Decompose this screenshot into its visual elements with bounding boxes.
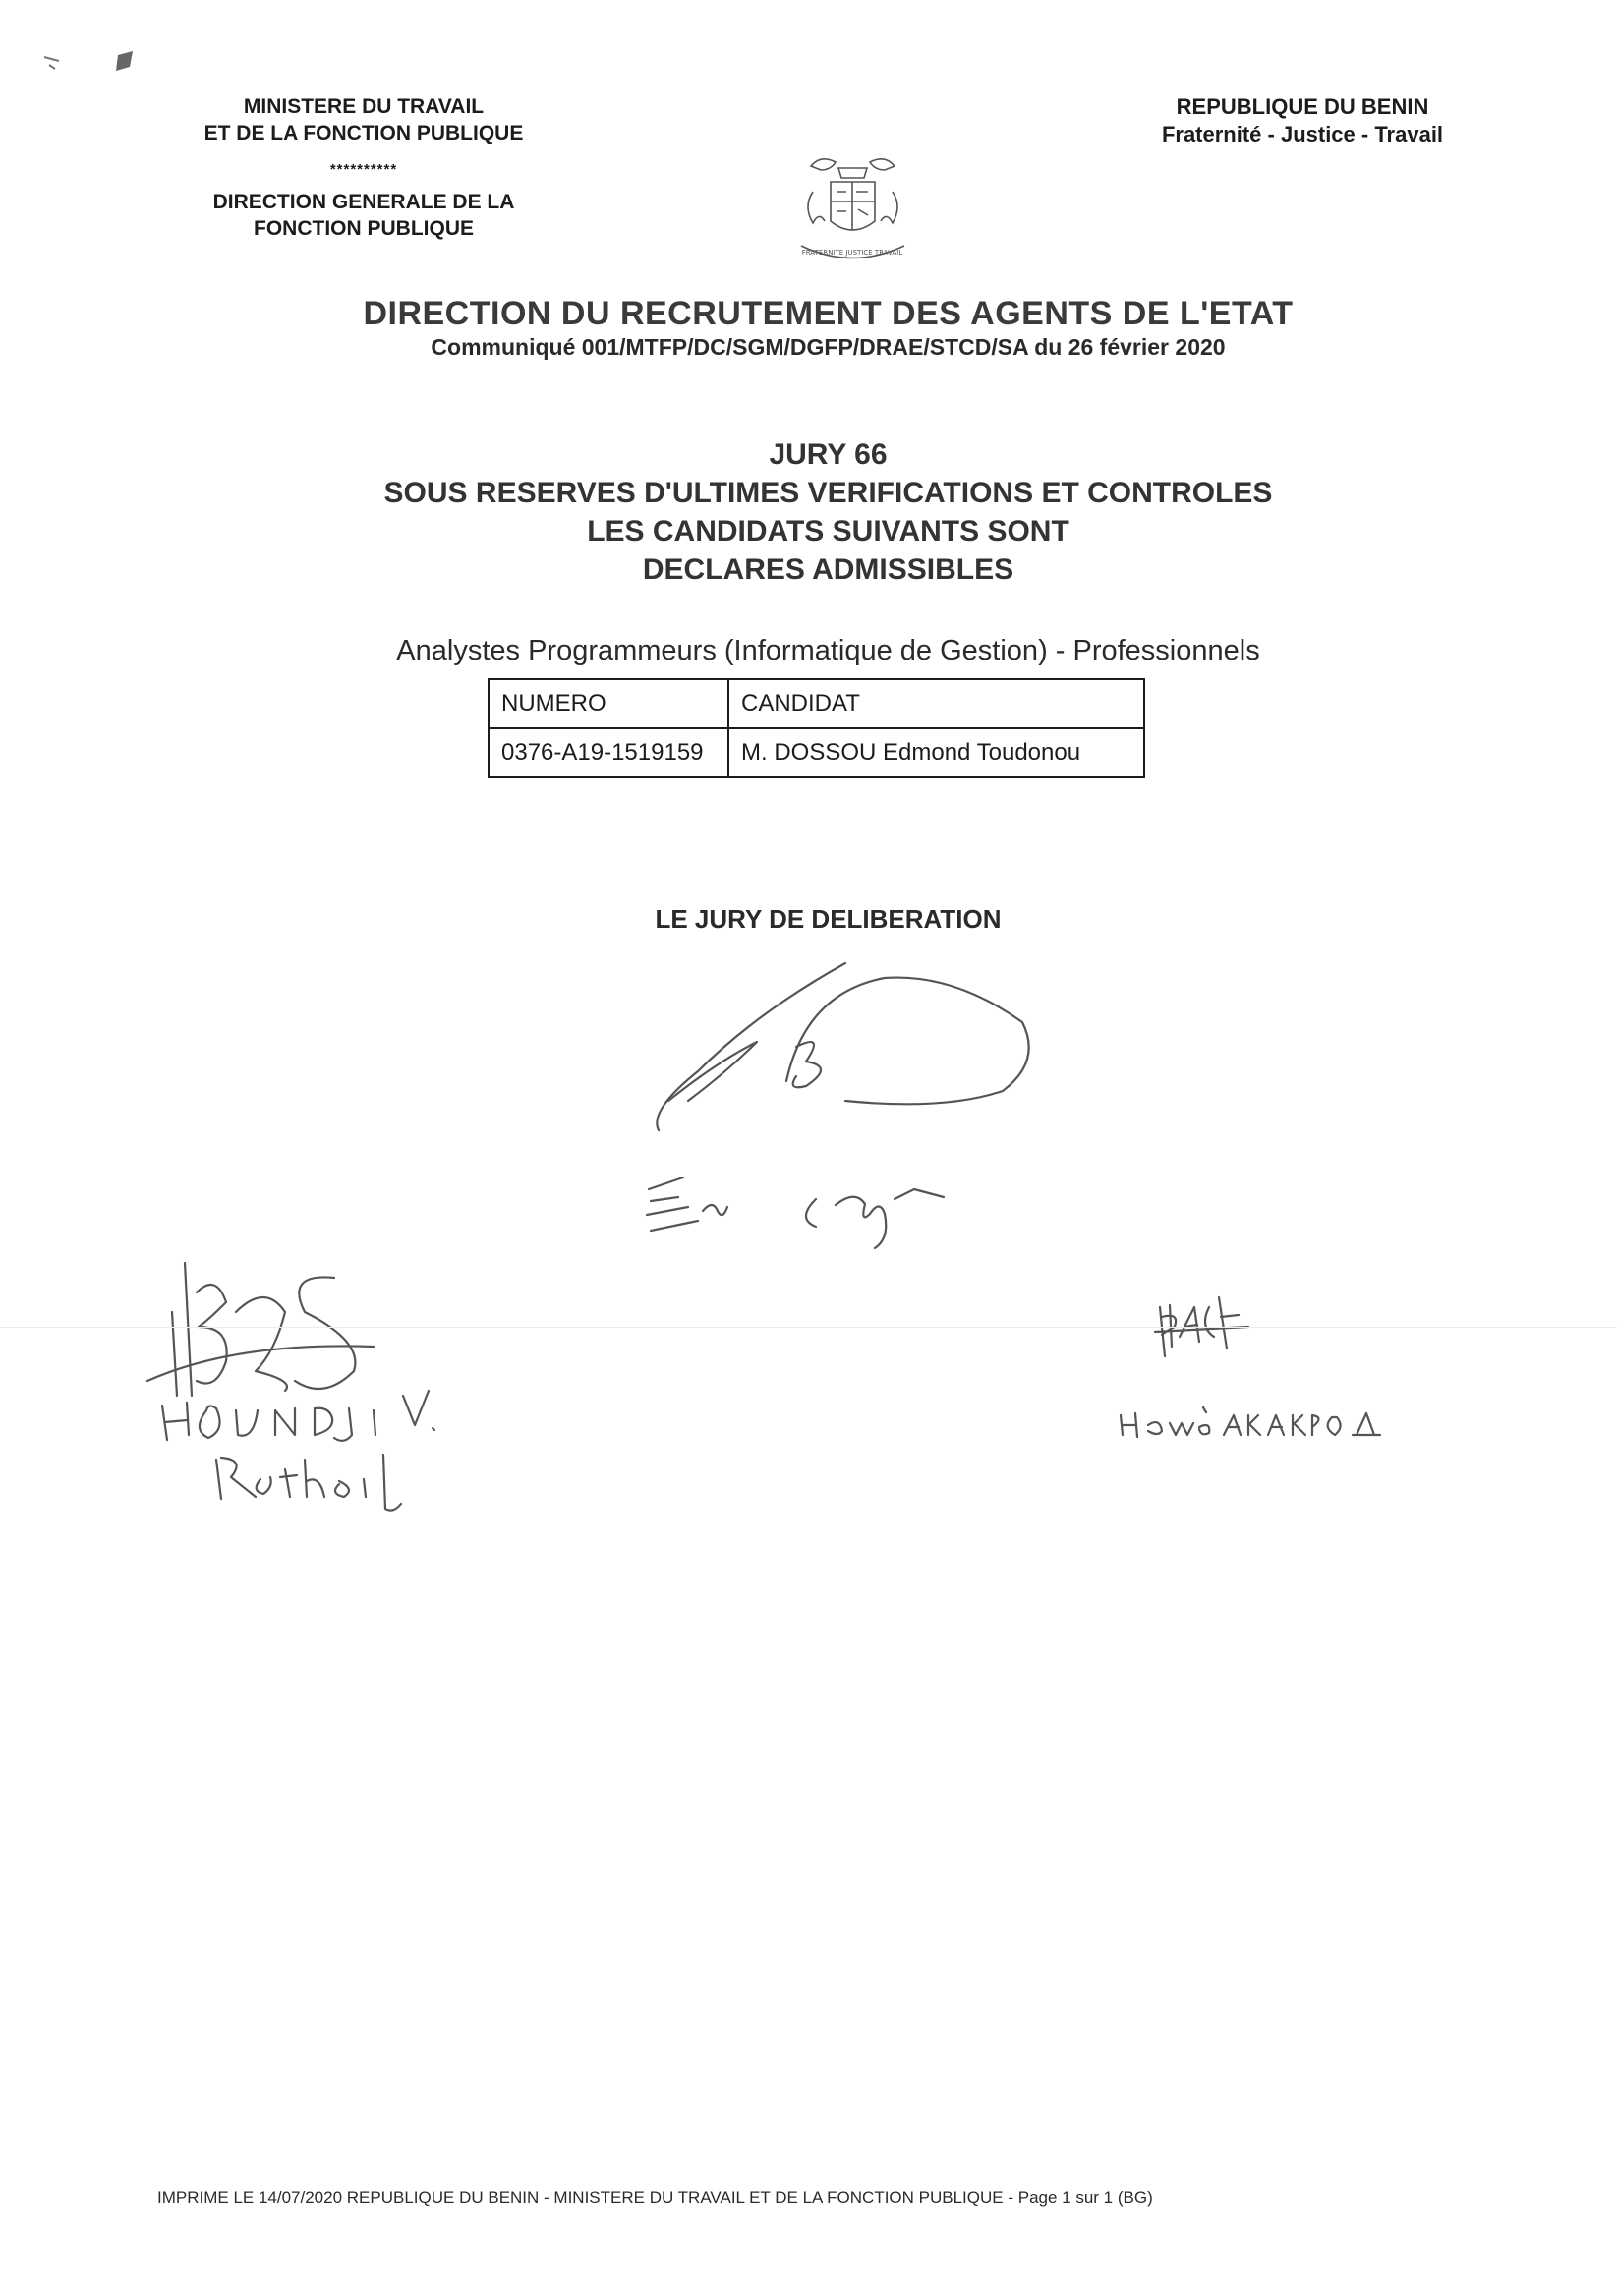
- column-header-numero: NUMERO: [489, 679, 728, 728]
- candidate-number: 0376-A19-1519159: [489, 728, 728, 777]
- table-row: [489, 728, 1144, 777]
- jury-deliberation-heading: LE JURY DE DELIBERATION: [655, 904, 1002, 934]
- republic-name: REPUBLIQUE DU BENIN: [1176, 94, 1429, 119]
- left-signature: [138, 1234, 452, 1528]
- table-header-row: [489, 679, 1144, 728]
- ministry-header: [147, 93, 580, 242]
- scan-fold-line: [0, 1327, 1617, 1328]
- jury-announcement: [0, 435, 1617, 589]
- jury-reserve-line: SOUS RESERVES D'ULTIMES VERIFICATIONS ET CONTROLES: [383, 477, 1273, 509]
- jury-admissible-line: DECLARES ADMISSIBLES: [642, 553, 1014, 586]
- section-title: Analystes Programmeurs (Informatique de Gestion) - Professionnels: [396, 635, 1260, 666]
- communique-reference: Communiqué 001/MTFP/DC/SGM/DGFP/DRAE/STCD/SA du 26 février 2020: [431, 334, 1226, 360]
- header-stars: **********: [329, 161, 398, 178]
- emblem-motto: FRATERNITE JUSTICE TRAVAIL: [801, 249, 903, 257]
- jury-number: JURY 66: [769, 438, 888, 471]
- print-footer: IMPRIME LE 14/07/2020 REPUBLIQUE DU BENIN - MINISTERE DU TRAVAIL ET DE LA FONCTION PUBLIQUE - Page 1 sur 1 (BG): [157, 2188, 1153, 2207]
- candidate-name: M. DOSSOU Edmond Toudonou: [728, 728, 1144, 777]
- ministry-line-2: ET DE LA FONCTION PUBLIQUE: [203, 122, 524, 144]
- right-signature: [1101, 1288, 1396, 1445]
- center-signature: [629, 953, 1062, 1268]
- admissible-candidates-table: [488, 678, 1145, 778]
- republic-motto: Fraternité - Justice - Travail: [1161, 122, 1444, 146]
- jury-candidates-line: LES CANDIDATS SUIVANTS SONT: [587, 515, 1069, 547]
- direction-line-1: DIRECTION GENERALE DE LA: [212, 191, 515, 213]
- coat-of-arms-emblem: [791, 152, 914, 270]
- scan-smudge: [39, 47, 138, 86]
- direction-line-2: FONCTION PUBLIQUE: [254, 217, 474, 240]
- page-title: DIRECTION DU RECRUTEMENT DES AGENTS DE L'ETAT: [363, 295, 1294, 332]
- column-header-candidat: CANDIDAT: [728, 679, 1144, 728]
- republic-header: [1111, 93, 1494, 148]
- ministry-line-1: MINISTERE DU TRAVAIL: [243, 95, 485, 118]
